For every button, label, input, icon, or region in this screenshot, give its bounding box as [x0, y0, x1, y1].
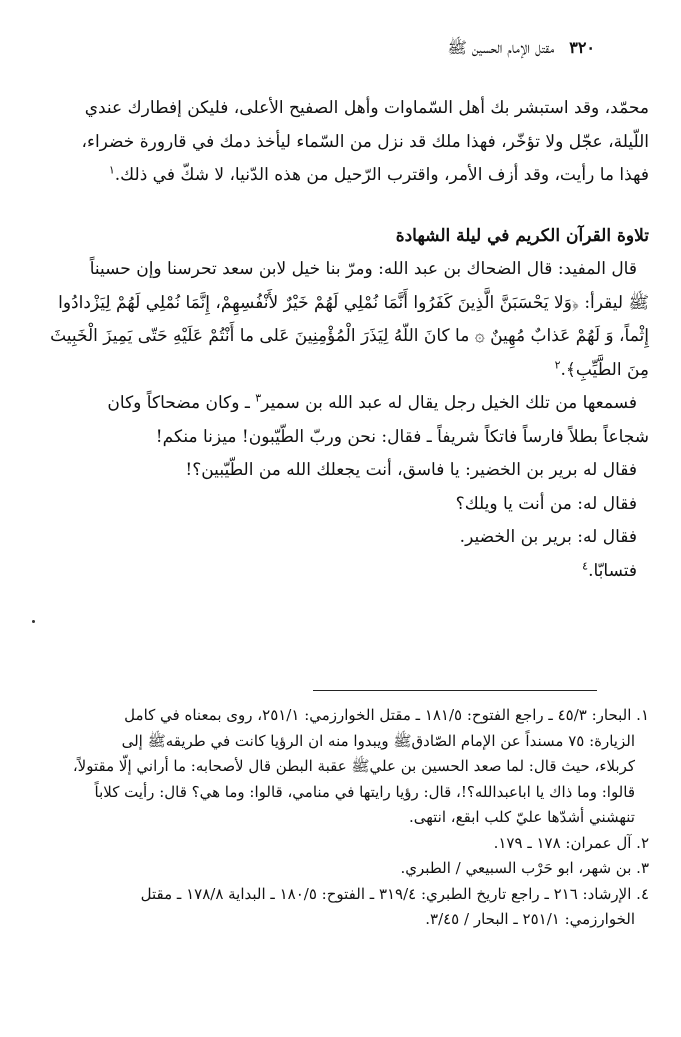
- main-text: [32, 92, 649, 588]
- footnote-line: ٢. آل عمران: ١٧٨ ـ ١٧٩.: [493, 833, 649, 852]
- dialogue: [32, 454, 649, 588]
- footnote-4: [32, 882, 649, 933]
- dialogue-line: فقال له: من أنت يا ويلك؟: [455, 493, 637, 514]
- text-segment: مِنَ الطَّيِّبِ﴾.: [560, 359, 649, 380]
- section-heading: تلاوة القرآن الكريم في ليلة الشهادة: [395, 225, 649, 246]
- text-line: [32, 387, 649, 421]
- footnote-ref-4[interactable]: ٤: [582, 558, 589, 572]
- footnote-line: تنهشني أشدّها عليّ كلب ابقع، انتهى.: [408, 808, 635, 826]
- footnote-line: ٤. الإرشاد: ٢١٦ ـ راجع تاريخ الطبري: ٣١٩/٤ ـ الفتوح: ١٨٠/٥ ـ البداية ١٧٨/٨ ـ مقتل: [140, 884, 649, 903]
- footnotes: [32, 703, 649, 933]
- text-segment: فسمعها من تلك الخيل رجل يقال له عبد الله بن سمير: [261, 393, 637, 413]
- footnote-line: ١. البحار: ٤٥/٣ ـ راجع الفتوح: ١٨١/٥ ـ مقتل الخوارزمي: ٢٥١/١، روى بمعناه في كامل: [124, 706, 649, 724]
- page-number: ٣٢٠: [569, 38, 595, 57]
- footnote-line: ٣. بن شهر، ابو حَرْب السبيعي / الطبري.: [400, 859, 649, 877]
- paragraph-1: [32, 92, 649, 193]
- running-title: مقتل الإمام الحسين ﷺ: [447, 38, 555, 57]
- footnote-ref-2[interactable]: ٢: [554, 357, 561, 371]
- text-line: اللّيلة، عجّل ولا تؤخّر، فهذا ملك قد نزل من السّماء ليأخذ دمك في قارورة خضراء،: [81, 131, 649, 152]
- quran-verse-line: إِثْماً، وَ لَهُمْ عَذابٌ مُهِينٌ ۞ ما كانَ اللّهُ لِيَذَرَ الْمُؤْمِنِينَ عَلى ما أَنْتُمْ عَلَيْهِ حَتّى يَمِيزَ الْخَبِيثَ: [50, 326, 649, 346]
- footnote-line: الخوارزمي: ٢٥١/١ ـ البحار / ٣/٤٥.: [425, 910, 635, 928]
- footnote-line: كربلاء، حيث قال: لما صعد الحسين بن عليﷺ عقبة البطن قال لأصحابه: ما أراني إلّا مقتولاً،: [72, 757, 635, 775]
- footnote-ref-3[interactable]: ٣: [255, 391, 262, 405]
- footnote-line: الزيارة: ٧٥ مسنداً عن الإمام الصّادقﷺ ويبدوا منه ان الرؤيا كانت في طريقهﷺ إلى: [121, 731, 635, 750]
- quran-verse-line: ﷺ ليقرأ: ﴿وَلا يَحْسَبَنَّ الَّذِينَ كَفَرُوا أَنَّمَا نُمْلِي لَهُمْ خَيْرٌ لأَنْفُسِهِمْ، إِنَّمَا نُمْلِي لَهُمْ لِيَزْدادُوا: [58, 292, 649, 313]
- running-header: [86, 38, 595, 58]
- text-segment: فهذا ما رأيت، وقد أزف الأمر، واقترب الرّحيل من هذه الدّنيا، لا شكّ في ذلك.: [114, 165, 649, 185]
- text-line: قال المفيد: قال الضحاك بن عبد الله: ومرّ بنا خيل لابن سعد تحرسنا وإن حسيناً: [89, 259, 637, 279]
- dialogue-line: فقال له: برير بن الخضير.: [459, 527, 637, 547]
- text-line: محمّد، وقد استبشر بك أهل السّماوات وأهل الصفيح الأعلى، فليكن إفطارك عندي: [84, 98, 649, 118]
- text-line: [32, 159, 649, 193]
- footnote-1: [32, 703, 649, 831]
- footnote-2: [32, 831, 649, 857]
- footnote-3: [32, 856, 649, 882]
- dialogue-line: فقال له برير بن الخضير: يا فاسق، أنت يجعلك الله من الطّيّبين؟!: [185, 460, 637, 480]
- paragraph-2: [32, 253, 649, 387]
- text-line: [32, 354, 649, 388]
- text-segment: ـ وكان مضحاكاً وكان: [107, 393, 256, 413]
- dialogue-line: [32, 555, 649, 589]
- footnote-separator: [313, 690, 597, 691]
- text-segment: فتسابّا.: [588, 560, 637, 581]
- stray-mark: [32, 620, 35, 623]
- text-line: شجاعاً بطلاً فارساً فاتكاً شريفاً ـ فقال: نحن وربّ الطّيّبون! ميزنا منكم!: [155, 426, 649, 447]
- paragraph-3: [32, 387, 649, 454]
- footnote-line: قالوا: وما ذاك يا اباعبدالله؟!، قال: رؤيا رايتها في منامي، قالوا: وما هي؟ قال: رأيت كلاباً: [94, 782, 635, 801]
- footnote-ref-1[interactable]: ١: [108, 163, 115, 177]
